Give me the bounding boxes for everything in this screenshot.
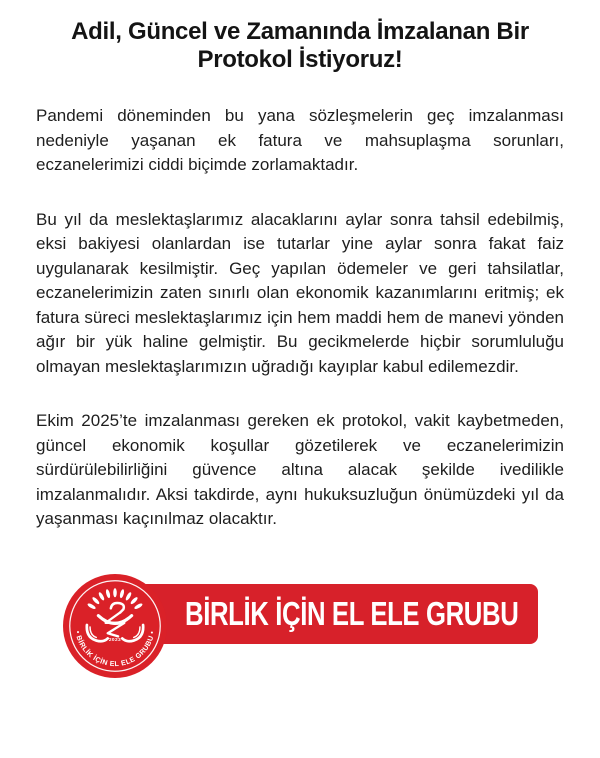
announcement-body [36, 104, 564, 532]
paragraph-pandemic-issues: Pandemi döneminden bu yana sözleşmelerin geç imzalanması nedeniyle yaşanan ek fatura ve mahsuplaşma sorunları, eczanelerimizi ciddi biçimde zorlamaktadır. [36, 106, 564, 174]
group-seal-logo [63, 574, 167, 678]
paragraph-protocol-demand: Ekim 2025’te imzalanması gereken ek protokol, vakit kaybetmeden, güncel ekonomik koşullar gözetilerek ve eczanelerimizin sürdürülebilirliğini güvence altına alacak şekilde ivedilikle imzalanmalıdır. Aksi takdirde, aynı hukuksuzluğun önümüzdeki yıl da yaşanması kaçınılmaz olacaktır. [36, 411, 564, 528]
group-name-banner [110, 584, 538, 644]
banner-label: BİRLİK İÇİN EL ELE GRUBU [185, 594, 519, 632]
seal-year-label: 2023 [108, 637, 122, 643]
seal-ring-text: • BİRLİK İÇİN EL ELE GRUBU • [73, 629, 157, 668]
page-title: Adil, Güncel ve Zamanında İmzalanan Bir Protokol İstiyoruz! [71, 18, 529, 73]
paragraph-late-payments: Bu yıl da meslektaşlarımız alacaklarını aylar sonra tahsil edebilmiş, eksi bakiyesi olanlardan ise tutarlar yine aylar sonra fakat faiz uygulanarak kesilmiştir. Geç yapılan ödemeler ve geri tahsilatlar, eczanelerimizin zaten sınırlı olan ekonomik kazanımlarını eritmiş; ek fatura süreci meslektaşlarımız için hem maddi hem de manevi yönden ağır bir yük haline gelmiştir. Bu gecikmelerde hiçbir sorumluluğu olmayan meslektaşlarımızın uğradığı kayıplar kabul edilemezdir. [36, 209, 564, 376]
group-logo-footer [0, 572, 600, 697]
